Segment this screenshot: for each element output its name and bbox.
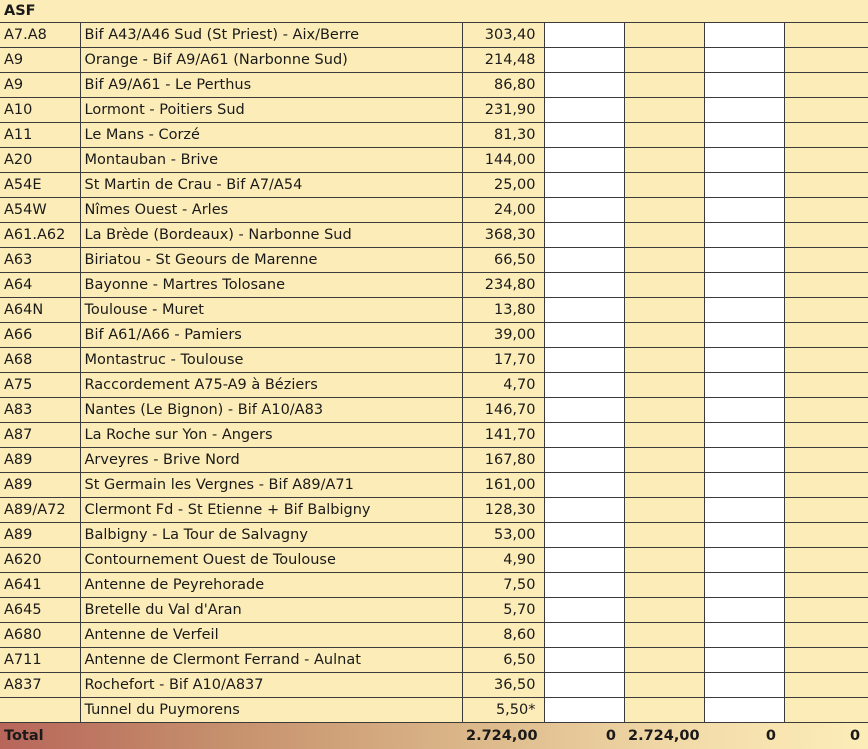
route-code: A20 (0, 148, 80, 173)
empty-cell (624, 223, 704, 248)
empty-cell (704, 598, 784, 623)
table-row (0, 223, 868, 248)
table-row (0, 523, 868, 548)
empty-cell (624, 398, 704, 423)
empty-cell (624, 548, 704, 573)
route-section: Orange - Bif A9/A61 (Narbonne Sud) (80, 48, 462, 73)
empty-cell (784, 473, 868, 498)
table-row (0, 348, 868, 373)
empty-cell (544, 198, 624, 223)
empty-cell (704, 98, 784, 123)
empty-cell (784, 373, 868, 398)
empty-cell (624, 623, 704, 648)
empty-cell (704, 73, 784, 98)
route-section: St Martin de Crau - Bif A7/A54 (80, 173, 462, 198)
empty-cell (544, 598, 624, 623)
empty-cell (704, 273, 784, 298)
route-section: Bif A61/A66 - Pamiers (80, 323, 462, 348)
route-length: 4,90 (462, 548, 544, 573)
empty-cell (544, 648, 624, 673)
table-row (0, 573, 868, 598)
table-row (0, 273, 868, 298)
table-row (0, 98, 868, 123)
route-section: Antenne de Peyrehorade (80, 573, 462, 598)
route-section: Tunnel du Puymorens (80, 698, 462, 723)
table-row (0, 298, 868, 323)
empty-cell (544, 423, 624, 448)
empty-cell (624, 48, 704, 73)
empty-cell (704, 573, 784, 598)
route-code: A711 (0, 648, 80, 673)
table-row (0, 423, 868, 448)
empty-cell (784, 648, 868, 673)
empty-cell (544, 398, 624, 423)
empty-cell (544, 448, 624, 473)
route-section: Biriatou - St Geours de Marenne (80, 248, 462, 273)
table-row (0, 398, 868, 423)
route-code: A620 (0, 548, 80, 573)
empty-cell (624, 273, 704, 298)
route-code: A61.A62 (0, 223, 80, 248)
route-code: A645 (0, 598, 80, 623)
empty-cell (784, 198, 868, 223)
route-length: 231,90 (462, 98, 544, 123)
route-section: La Brède (Bordeaux) - Narbonne Sud (80, 223, 462, 248)
table-row (0, 248, 868, 273)
route-code: A87 (0, 423, 80, 448)
table-row (0, 498, 868, 523)
route-section: Rochefort - Bif A10/A837 (80, 673, 462, 698)
route-length: 167,80 (462, 448, 544, 473)
empty-cell (624, 23, 704, 48)
route-code: A10 (0, 98, 80, 123)
empty-cell (784, 598, 868, 623)
route-length: 66,50 (462, 248, 544, 273)
route-length: 7,50 (462, 573, 544, 598)
empty-cell (544, 623, 624, 648)
empty-cell (784, 223, 868, 248)
empty-cell (704, 523, 784, 548)
route-code: A66 (0, 323, 80, 348)
empty-cell (704, 223, 784, 248)
route-code: A9 (0, 73, 80, 98)
empty-cell (544, 73, 624, 98)
table-row (0, 173, 868, 198)
route-section: Bretelle du Val d'Aran (80, 598, 462, 623)
empty-cell (544, 523, 624, 548)
empty-cell (784, 398, 868, 423)
empty-cell (704, 423, 784, 448)
empty-cell (624, 73, 704, 98)
route-length: 13,80 (462, 298, 544, 323)
empty-cell (704, 298, 784, 323)
empty-cell (624, 123, 704, 148)
route-length: 81,30 (462, 123, 544, 148)
route-length: 214,48 (462, 48, 544, 73)
empty-cell (784, 23, 868, 48)
route-section: Balbigny - La Tour de Salvagny (80, 523, 462, 548)
group-title: ASF (0, 0, 868, 23)
table-row (0, 73, 868, 98)
table-row (0, 23, 868, 48)
table-row (0, 48, 868, 73)
empty-cell (624, 198, 704, 223)
empty-cell (544, 348, 624, 373)
empty-cell (544, 673, 624, 698)
empty-cell (544, 323, 624, 348)
empty-cell (784, 548, 868, 573)
empty-cell (784, 673, 868, 698)
empty-cell (704, 498, 784, 523)
empty-cell (784, 573, 868, 598)
empty-cell (544, 173, 624, 198)
table-row (0, 548, 868, 573)
route-code: A641 (0, 573, 80, 598)
empty-cell (704, 123, 784, 148)
table-row (0, 323, 868, 348)
route-section: Clermont Fd - St Etienne + Bif Balbigny (80, 498, 462, 523)
empty-cell (704, 373, 784, 398)
empty-cell (624, 473, 704, 498)
route-section: Raccordement A75-A9 à Béziers (80, 373, 462, 398)
empty-cell (624, 298, 704, 323)
table-row (0, 598, 868, 623)
empty-cell (624, 448, 704, 473)
route-length: 146,70 (462, 398, 544, 423)
total-value: 2.724,00 (624, 723, 704, 749)
empty-cell (784, 73, 868, 98)
empty-cell (704, 648, 784, 673)
empty-cell (624, 698, 704, 723)
route-section: Contournement Ouest de Toulouse (80, 548, 462, 573)
route-section: Toulouse - Muret (80, 298, 462, 323)
empty-cell (704, 198, 784, 223)
empty-cell (704, 673, 784, 698)
empty-cell (784, 523, 868, 548)
route-section: Montastruc - Toulouse (80, 348, 462, 373)
empty-cell (544, 573, 624, 598)
empty-cell (544, 298, 624, 323)
total-value: 0 (784, 723, 868, 749)
empty-cell (704, 548, 784, 573)
empty-cell (544, 548, 624, 573)
route-section: Lormont - Poitiers Sud (80, 98, 462, 123)
route-length: 24,00 (462, 198, 544, 223)
route-section: Arveyres - Brive Nord (80, 448, 462, 473)
route-length: 6,50 (462, 648, 544, 673)
empty-cell (784, 173, 868, 198)
empty-cell (544, 98, 624, 123)
empty-cell (544, 273, 624, 298)
empty-cell (704, 23, 784, 48)
route-length: 303,40 (462, 23, 544, 48)
route-code: A83 (0, 398, 80, 423)
route-length: 53,00 (462, 523, 544, 548)
empty-cell (80, 723, 462, 749)
empty-cell (544, 498, 624, 523)
table-row (0, 148, 868, 173)
empty-cell (624, 323, 704, 348)
empty-cell (704, 348, 784, 373)
route-section: Nantes (Le Bignon) - Bif A10/A83 (80, 398, 462, 423)
total-value: 0 (704, 723, 784, 749)
route-length: 86,80 (462, 73, 544, 98)
table-row (0, 648, 868, 673)
route-code (0, 698, 80, 723)
empty-cell (624, 573, 704, 598)
route-section: Nîmes Ouest - Arles (80, 198, 462, 223)
route-section: La Roche sur Yon - Angers (80, 423, 462, 448)
empty-cell (784, 348, 868, 373)
empty-cell (624, 673, 704, 698)
empty-cell (624, 348, 704, 373)
empty-cell (704, 248, 784, 273)
empty-cell (784, 698, 868, 723)
route-code: A837 (0, 673, 80, 698)
table-row (0, 198, 868, 223)
empty-cell (784, 323, 868, 348)
empty-cell (624, 173, 704, 198)
table-row (0, 698, 868, 723)
total-label: Total (0, 723, 80, 749)
route-code: A11 (0, 123, 80, 148)
route-code: A75 (0, 373, 80, 398)
route-section: Antenne de Verfeil (80, 623, 462, 648)
route-length: 234,80 (462, 273, 544, 298)
route-code: A64N (0, 298, 80, 323)
route-length: 161,00 (462, 473, 544, 498)
route-code: A7.A8 (0, 23, 80, 48)
route-length: 368,30 (462, 223, 544, 248)
total-row (0, 723, 868, 749)
empty-cell (784, 623, 868, 648)
route-code: A89/A72 (0, 498, 80, 523)
empty-cell (544, 248, 624, 273)
route-length: 5,70 (462, 598, 544, 623)
route-code: A89 (0, 473, 80, 498)
empty-cell (704, 48, 784, 73)
table-row (0, 123, 868, 148)
empty-cell (624, 498, 704, 523)
empty-cell (704, 173, 784, 198)
empty-cell (624, 648, 704, 673)
empty-cell (784, 448, 868, 473)
route-length: 36,50 (462, 673, 544, 698)
table-row (0, 673, 868, 698)
route-code: A64 (0, 273, 80, 298)
empty-cell (704, 323, 784, 348)
empty-cell (624, 598, 704, 623)
empty-cell (704, 698, 784, 723)
route-length: 39,00 (462, 323, 544, 348)
empty-cell (544, 698, 624, 723)
route-code: A54E (0, 173, 80, 198)
empty-cell (784, 98, 868, 123)
route-length: 17,70 (462, 348, 544, 373)
route-length: 8,60 (462, 623, 544, 648)
empty-cell (544, 123, 624, 148)
route-length: 4,70 (462, 373, 544, 398)
route-code: A89 (0, 523, 80, 548)
empty-cell (624, 523, 704, 548)
table-row (0, 373, 868, 398)
empty-cell (704, 148, 784, 173)
empty-cell (544, 48, 624, 73)
table-row (0, 623, 868, 648)
empty-cell (544, 23, 624, 48)
route-section: Bif A9/A61 - Le Perthus (80, 73, 462, 98)
route-code: A89 (0, 448, 80, 473)
empty-cell (624, 248, 704, 273)
empty-cell (784, 248, 868, 273)
empty-cell (784, 273, 868, 298)
route-code: A54W (0, 198, 80, 223)
route-section: Montauban - Brive (80, 148, 462, 173)
empty-cell (784, 298, 868, 323)
empty-cell (624, 98, 704, 123)
empty-cell (544, 373, 624, 398)
total-value: 0 (544, 723, 624, 749)
empty-cell (544, 473, 624, 498)
empty-cell (784, 498, 868, 523)
route-length: 128,30 (462, 498, 544, 523)
empty-cell (704, 448, 784, 473)
empty-cell (704, 473, 784, 498)
empty-cell (784, 423, 868, 448)
route-length: 25,00 (462, 173, 544, 198)
route-section: St Germain les Vergnes - Bif A89/A71 (80, 473, 462, 498)
route-code: A9 (0, 48, 80, 73)
route-length: 141,70 (462, 423, 544, 448)
header-row (0, 0, 868, 23)
route-code: A63 (0, 248, 80, 273)
empty-cell (624, 423, 704, 448)
route-section: Bif A43/A46 Sud (St Priest) - Aix/Berre (80, 23, 462, 48)
table-row (0, 473, 868, 498)
route-code: A68 (0, 348, 80, 373)
empty-cell (704, 623, 784, 648)
empty-cell (544, 148, 624, 173)
table-row (0, 448, 868, 473)
route-code: A680 (0, 623, 80, 648)
empty-cell (624, 373, 704, 398)
empty-cell (624, 148, 704, 173)
route-length: 5,50* (462, 698, 544, 723)
empty-cell (784, 123, 868, 148)
empty-cell (784, 148, 868, 173)
empty-cell (704, 398, 784, 423)
total-km: 2.724,00 (462, 723, 544, 749)
route-section: Bayonne - Martres Tolosane (80, 273, 462, 298)
empty-cell (784, 48, 868, 73)
empty-cell (544, 223, 624, 248)
route-section: Antenne de Clermont Ferrand - Aulnat (80, 648, 462, 673)
route-length: 144,00 (462, 148, 544, 173)
route-section: Le Mans - Corzé (80, 123, 462, 148)
